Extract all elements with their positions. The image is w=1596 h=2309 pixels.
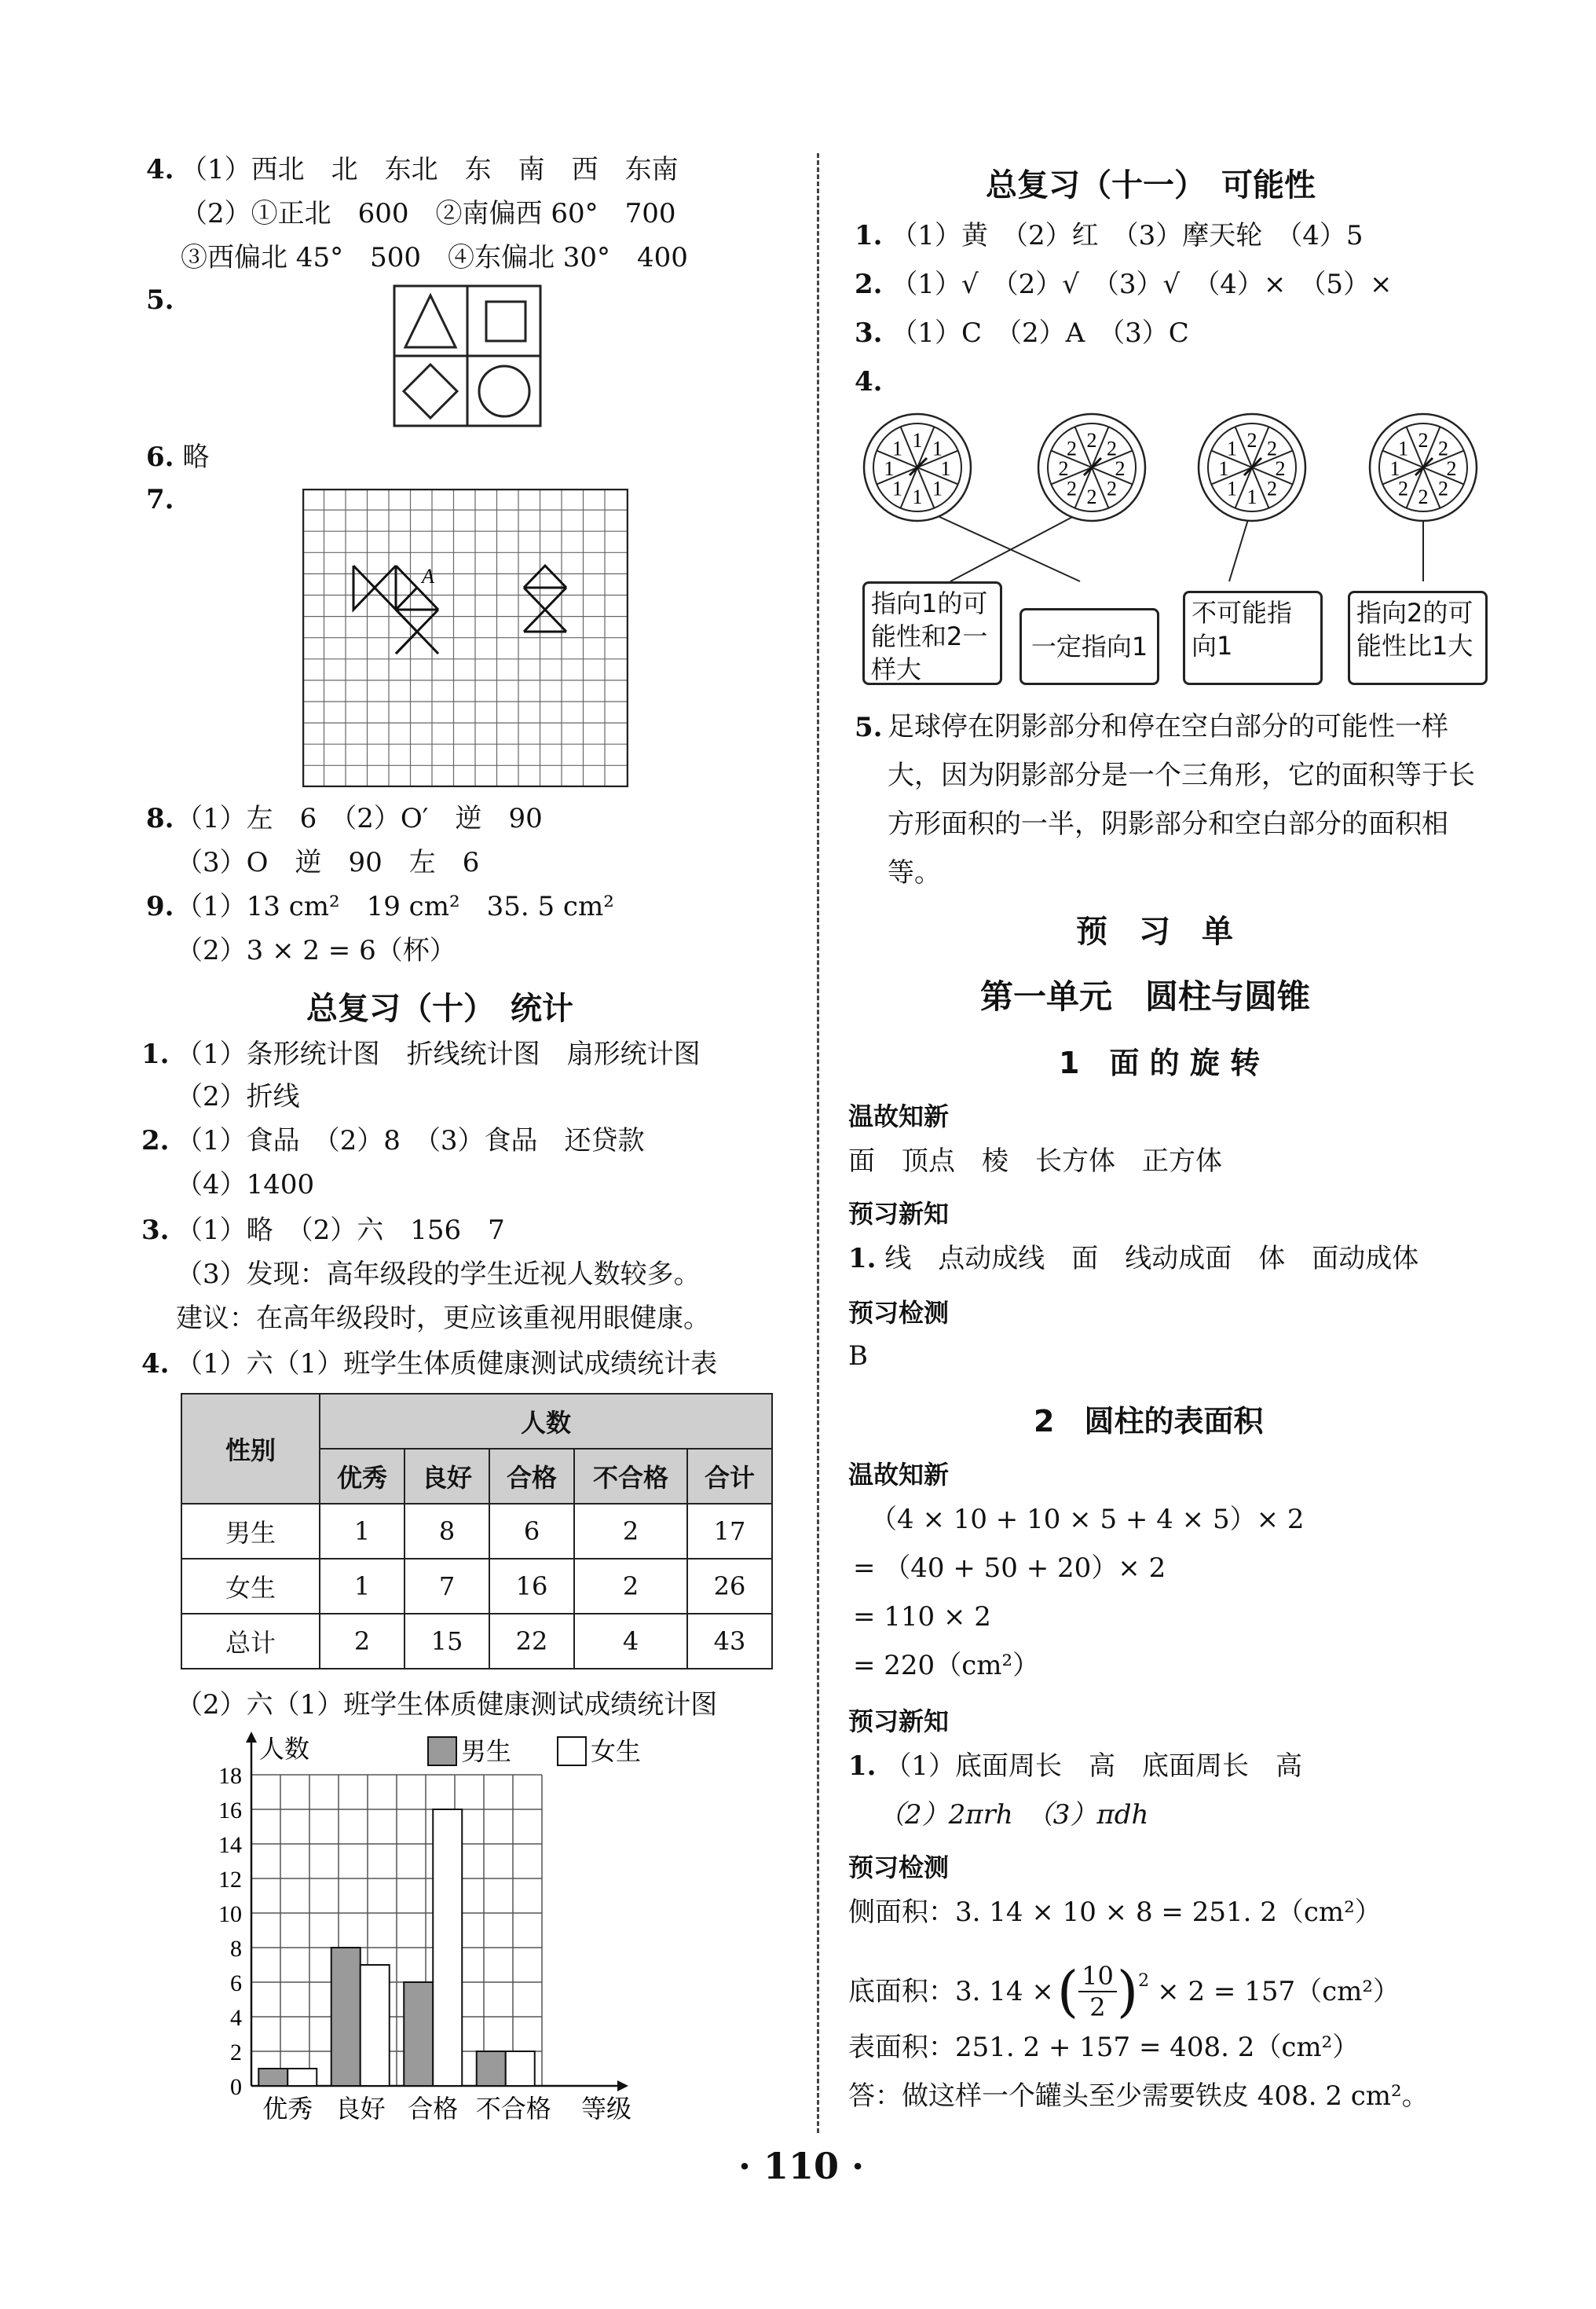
lesson1-check-text: B [848,1340,868,1372]
match-box-1: 指向1的可能性和2一样大 [862,581,1002,685]
legend-swatch [428,1737,456,1765]
s10-q1-number: 1. [141,1039,170,1070]
spinner-number: 2 [1275,457,1286,480]
diamond-shape [404,365,457,418]
calc-line: （4 × 10 + 10 × 5 + 4 × 5）× 2 [870,1504,1305,1535]
unit-title: 第一单元 圆柱与圆锥 [980,977,1311,1016]
y-tick-label: 16 [218,1798,242,1823]
calc-line: = （40 + 50 + 20）× 2 [853,1552,1166,1584]
q4-line3: ③西偏北 45° 500 ④东偏北 30° 400 [181,242,688,273]
preview-title: 预 习 单 [1076,914,1233,950]
spinner-number: 2 [1086,429,1097,452]
table-row [181,1614,772,1669]
spinners-figure [856,405,1508,593]
calc-line: = 110 × 2 [853,1601,991,1633]
spinner-number: 2 [1266,477,1277,500]
q8-line1: （1）左 6 （2）O′ 逆 90 [176,803,543,834]
cell: 7 [404,1559,489,1614]
left-paren: ( [1056,1959,1079,2024]
spinner-number: 1 [1246,486,1257,508]
bar-male [258,2069,287,2086]
q8-line2: （3）O 逆 90 左 6 [176,847,480,878]
spinner-number: 2 [1106,437,1117,460]
spinner-number: 2 [1266,437,1277,460]
legend-swatch [558,1737,586,1765]
health-test-table [181,1393,773,1669]
y-tick-label: 0 [230,2074,242,2100]
s10-q3-line1: （1）略 （2）六 156 7 [176,1215,505,1246]
bar-female [361,1965,390,2086]
spinner-number: 1 [892,437,903,460]
spinner-number: 2 [1086,486,1097,508]
section-11-title: 总复习（十一） 可能性 [986,167,1316,203]
match-box-2: 一定指向1 [1019,608,1159,685]
fraction-denominator: 2 [1089,1992,1106,2022]
th-count: 人数 [320,1394,772,1449]
th-col: 优秀 [320,1449,404,1504]
q6-line: 6. 略 [146,442,210,473]
s10-q2-line1: （1）食品 （2）8 （3）食品 还贷款 [176,1125,645,1156]
cell: 15 [404,1614,489,1669]
th-col: 合格 [489,1449,574,1504]
right-paren: ) [1116,1959,1139,2024]
cell: 22 [489,1614,574,1669]
q8-number: 8. [146,803,174,834]
cell: 1 [320,1504,404,1559]
answer-line: 答：做这样一个罐头至少需要铁皮 408. 2 cm²。 [848,2080,1429,2112]
q5-shapes-figure [393,284,542,427]
q9-line1: （1）13 cm² 19 cm² 35. 5 cm² [176,891,614,922]
spinner-number: 2 [1398,477,1409,500]
spinner-number: 1 [892,477,903,500]
spinner-1 [864,414,971,521]
y-tick-label: 4 [230,2005,242,2031]
r-q1: 1. （1）黄 （2）红 （3）摩天轮 （4）5 [855,220,1364,251]
lesson2-new-line2: （2）2πrh （3）πdh [878,1799,1149,1831]
q7-grid-figure [302,489,628,787]
s10-q3-line3: 建议：在高年级段时，更应该重视用眼健康。 [176,1303,710,1334]
r-q5-text: 足球停在阴影部分和停在空白部分的可能性一样大，因为阴影部分是一个三角形，它的面积等于长方形面积的一半，阴影部分和空白部分的面积相等。 [888,711,1475,889]
spinner-number: 1 [932,437,943,460]
spinner-number: 1 [940,457,951,480]
spinner-number: 2 [1437,437,1448,460]
x-tick-label: 合格 [408,2094,459,2121]
x-axis-arrow [617,2080,628,2091]
exponent: 2 [1138,1971,1150,1991]
row-label: 男生 [181,1504,320,1559]
point-a-label: A [422,565,434,588]
cell: 43 [687,1614,772,1669]
q4-line1: （1）西北 北 东北 东 南 西 东南 [181,154,679,185]
s10-q1-line1: （1）条形统计图 折线统计图 扇形统计图 [176,1039,701,1070]
spinner-number: 2 [1418,429,1429,452]
r-q4-number: 4. [855,366,883,398]
cell: 2 [574,1504,687,1559]
fraction-numerator: 10 [1078,1961,1117,1992]
spinner-number: 1 [1398,437,1409,460]
q9-line2: （2）3 × 2 = 6（杯） [176,935,456,966]
bar-female [287,2069,317,2086]
cell: 4 [574,1614,687,1669]
column-divider [817,153,819,2133]
x-tick-label: 良好 [335,2094,386,2121]
cell: 2 [320,1614,404,1669]
triangle-shape [405,295,456,347]
cell: 6 [489,1504,574,1559]
spinner-3 [1199,414,1305,521]
q7-number: 7. [146,484,174,515]
bottom-area-line [848,1961,1400,2022]
y-tick-label: 8 [230,1936,242,1962]
y-tick-label: 2 [230,2040,242,2065]
r-q5-number: 5. [855,712,883,743]
y-axis-arrow [246,1732,257,1743]
q4-number: 4. [146,154,174,185]
lesson1-new-heading: 预习新知 [848,1199,950,1229]
th-col: 合计 [687,1449,772,1504]
lesson1-review-text: 面 顶点 棱 长方体 正方体 [848,1145,1222,1177]
x-tick-label: 优秀 [262,2094,313,2121]
x-tick-label: 不合格 [475,2094,551,2121]
table-caption: （1）六（1）班学生体质健康测试成绩统计表 [176,1348,718,1380]
q5-number: 5. [146,284,174,316]
page-number: · 110 · [738,2145,865,2187]
fraction [1078,1961,1117,2022]
bar-male [404,1982,433,2086]
square-shape [486,302,525,341]
row-label: 女生 [181,1559,320,1614]
y-tick-label: 12 [218,1867,242,1893]
cell: 2 [574,1559,687,1614]
y-tick-label: 14 [218,1832,242,1858]
s10-q4-number: 4. [141,1348,170,1380]
s10-q2-line2: （4）1400 [176,1169,315,1200]
spinner-number: 2 [1446,457,1457,480]
spinner-number: 1 [912,429,923,452]
spinner-number: 2 [1437,477,1448,500]
th-col: 不合格 [574,1449,687,1504]
spinner-number: 1 [1389,457,1400,480]
bar-male [331,1948,361,2086]
lesson1-review-heading: 温故知新 [848,1101,950,1131]
spinner-number: 1 [1227,477,1238,500]
row-label: 总计 [181,1614,320,1669]
y-tick-label: 18 [218,1763,242,1789]
table-row [181,1504,772,1559]
side-area-line: 侧面积：3. 14 × 10 × 8 = 251. 2（cm²） [848,1897,1382,1928]
bar-female [433,1809,462,2086]
spinner-number: 2 [1106,477,1117,500]
cell: 1 [320,1559,404,1614]
s10-q3-line2: （3）发现：高年级段的学生近视人数较多。 [176,1259,701,1290]
bar-chart [189,1728,738,2121]
lesson1-new-line: 1. 线 点动成线 面 线动成面 体 面动成体 [848,1243,1419,1274]
spinner-number: 2 [1058,457,1069,480]
s10-q2-number: 2. [141,1125,170,1156]
lesson2-new-heading: 预习新知 [848,1706,950,1736]
cell: 16 [489,1559,574,1614]
spinner-number: 2 [1418,486,1429,508]
bar-male [477,2051,506,2086]
y-tick-label: 10 [218,1901,242,1927]
match-box-3: 不可能指向1 [1183,591,1323,685]
spinner-number: 1 [884,457,895,480]
th-col: 良好 [404,1449,489,1504]
th-gender: 性别 [181,1394,320,1504]
chart-caption: （2）六（1）班学生体质健康测试成绩统计图 [176,1689,718,1721]
spinner-number: 1 [1218,457,1229,480]
s10-q3-number: 3. [141,1215,170,1246]
spinner-number: 1 [932,477,943,500]
circle-shape [479,366,529,416]
lesson2-title: 2 圆柱的表面积 [1034,1404,1264,1439]
lesson2-review-heading: 温故知新 [848,1460,950,1490]
matching-lines [917,507,1423,581]
q9-number: 9. [146,891,174,922]
legend-label: 男生 [461,1736,512,1766]
spinner-number: 2 [1067,437,1078,460]
cell: 26 [687,1559,772,1614]
spinner-number: 2 [1246,429,1257,452]
spinner-number: 2 [1115,457,1126,480]
table-row [181,1559,772,1614]
q4-line2: （2）①正北 600 ②南偏西 60° 700 [181,198,676,229]
r-q2: 2. （1）√ （2）√ （3）√ （4）× （5）× [855,269,1393,300]
surface-area-line: 表面积：251. 2 + 157 = 408. 2（cm²） [848,2032,1360,2063]
y-axis-label: 人数 [259,1734,310,1764]
x-axis-label: 等级 [581,2094,632,2121]
spinner-number: 1 [912,486,923,508]
calc-line: = 220（cm²） [853,1650,1040,1681]
y-tick-label: 6 [230,1970,242,1996]
spinner-number: 2 [1067,477,1078,500]
s10-q1-line2: （2）折线 [176,1081,300,1112]
cell: 17 [687,1504,772,1559]
bar-female [506,2051,535,2086]
q7-figure-lines [353,566,566,654]
spinner-4 [1370,414,1477,521]
cell: 8 [404,1504,489,1559]
spinner-number: 1 [1227,437,1238,460]
lesson1-title: 1 面 的 旋 转 [1059,1046,1261,1080]
r-q3: 3. （1）C （2）A （3）C [855,317,1189,349]
lesson2-check-heading: 预习检测 [848,1853,950,1882]
lesson1-check-heading: 预习检测 [848,1298,950,1328]
spinner-2 [1038,414,1145,521]
section-10-title: 总复习（十） 统计 [306,991,573,1027]
bottom-area-suffix: × 2 = 157（cm²） [1157,1976,1400,2007]
lesson2-new-line1: 1. （1）底面周长 高 底面周长 高 [848,1750,1302,1782]
bottom-area-prefix: 底面积：3. 14 × [848,1976,1054,2007]
match-box-4: 指向2的可能性比1大 [1348,591,1488,685]
legend-label: 女生 [591,1736,642,1766]
